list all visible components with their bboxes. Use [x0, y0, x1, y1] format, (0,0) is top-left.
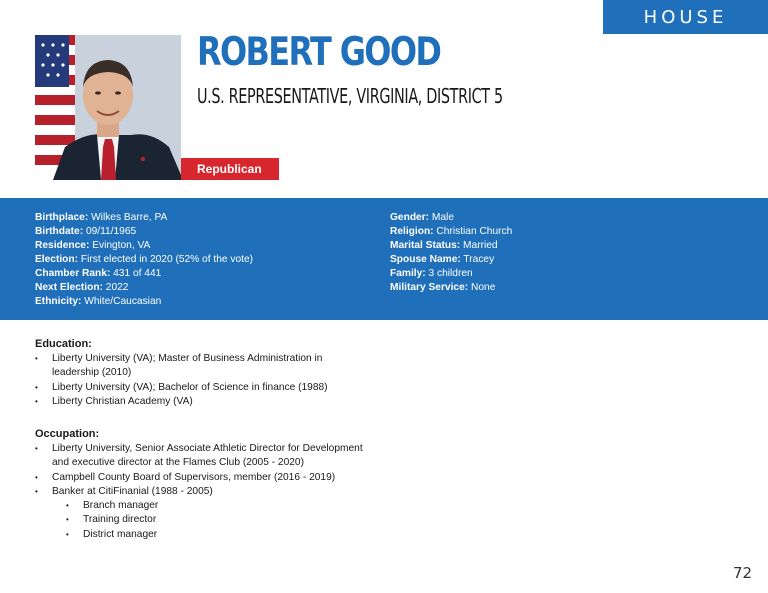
bio-value: First elected in 2020 (52% of the vote)	[80, 254, 254, 265]
bio-gender	[390, 211, 512, 225]
occupation-section	[35, 428, 370, 542]
bio-family	[390, 267, 512, 281]
portrait-photo	[35, 35, 181, 180]
bio-label: Religion:	[390, 226, 434, 237]
bio-label: Ethnicity:	[35, 296, 82, 307]
bio-value: Tracey	[463, 254, 495, 265]
bio-value: Male	[431, 212, 454, 223]
education-section	[35, 338, 370, 409]
bio-birthdate	[35, 225, 253, 239]
member-name: ROBERT GOOD	[197, 30, 441, 75]
bio-marital-status	[390, 239, 512, 253]
bio-birthplace	[35, 211, 253, 225]
list-sub-item: • District manager	[35, 528, 343, 542]
bio-column-right	[390, 211, 512, 295]
list-item: • Liberty University (VA); Master of Business Administration in leadership (2010)	[35, 352, 370, 381]
bio-religion	[390, 225, 512, 239]
page-number: 72	[733, 564, 753, 582]
bio-label: Spouse Name:	[390, 254, 461, 265]
list-sub-item: • Training director	[35, 513, 343, 527]
bio-chamber-rank	[35, 267, 253, 281]
bio-label: Military Service:	[390, 282, 469, 293]
occupation-title: Occupation:	[35, 428, 100, 440]
bio-label: Election:	[35, 254, 79, 265]
bio-ethnicity	[35, 295, 253, 309]
member-title: U.S. REPRESENTATIVE, VIRGINIA, DISTRICT 5	[197, 84, 503, 108]
occupation-list	[35, 442, 370, 542]
bio-value: 2022	[105, 282, 129, 293]
bio-panel	[0, 198, 768, 320]
list-item: • Banker at CitiFinanial (1988 - 2005)	[35, 485, 370, 499]
bio-label: Birthplace:	[35, 212, 89, 223]
bio-value: 09/11/1965	[85, 226, 137, 237]
bio-next-election	[35, 281, 253, 295]
education-title: Education:	[35, 338, 92, 350]
bio-military-service	[390, 281, 512, 295]
list-item: • Campbell County Board of Supervisors, member (2016 - 2019)	[35, 471, 370, 485]
list-item: • Liberty Christian Academy (VA)	[35, 395, 370, 409]
party-badge: Republican	[181, 158, 279, 180]
bio-value: Evington, VA	[92, 240, 151, 251]
bio-value: White/Caucasian	[84, 296, 162, 307]
bio-label: Gender:	[390, 212, 430, 223]
bio-column-left	[35, 211, 253, 309]
chamber-tab: HOUSE	[603, 0, 768, 34]
bio-value: Married	[463, 240, 498, 251]
bio-label: Birthdate:	[35, 226, 84, 237]
bio-election	[35, 253, 253, 267]
bio-label: Marital Status:	[390, 240, 461, 251]
bio-value: Wilkes Barre, PA	[91, 212, 168, 223]
list-item: • Liberty University, Senior Associate Athletic Director for Development and executive director at the Flames Club (2005 - 2020)	[35, 442, 370, 471]
list-item: • Liberty University (VA); Bachelor of Science in finance (1988)	[35, 381, 370, 395]
list-sub-item: • Branch manager	[35, 499, 343, 513]
bio-residence	[35, 239, 253, 253]
bio-value: 431 of 441	[113, 268, 162, 279]
bio-value: None	[471, 282, 496, 293]
bio-label: Family:	[390, 268, 426, 279]
bio-label: Chamber Rank:	[35, 268, 111, 279]
bio-label: Residence:	[35, 240, 90, 251]
education-list	[35, 352, 370, 409]
bio-spouse-name	[390, 253, 512, 267]
bio-label: Next Election:	[35, 282, 103, 293]
bio-value: Christian Church	[436, 226, 513, 237]
bio-value: 3 children	[428, 268, 473, 279]
